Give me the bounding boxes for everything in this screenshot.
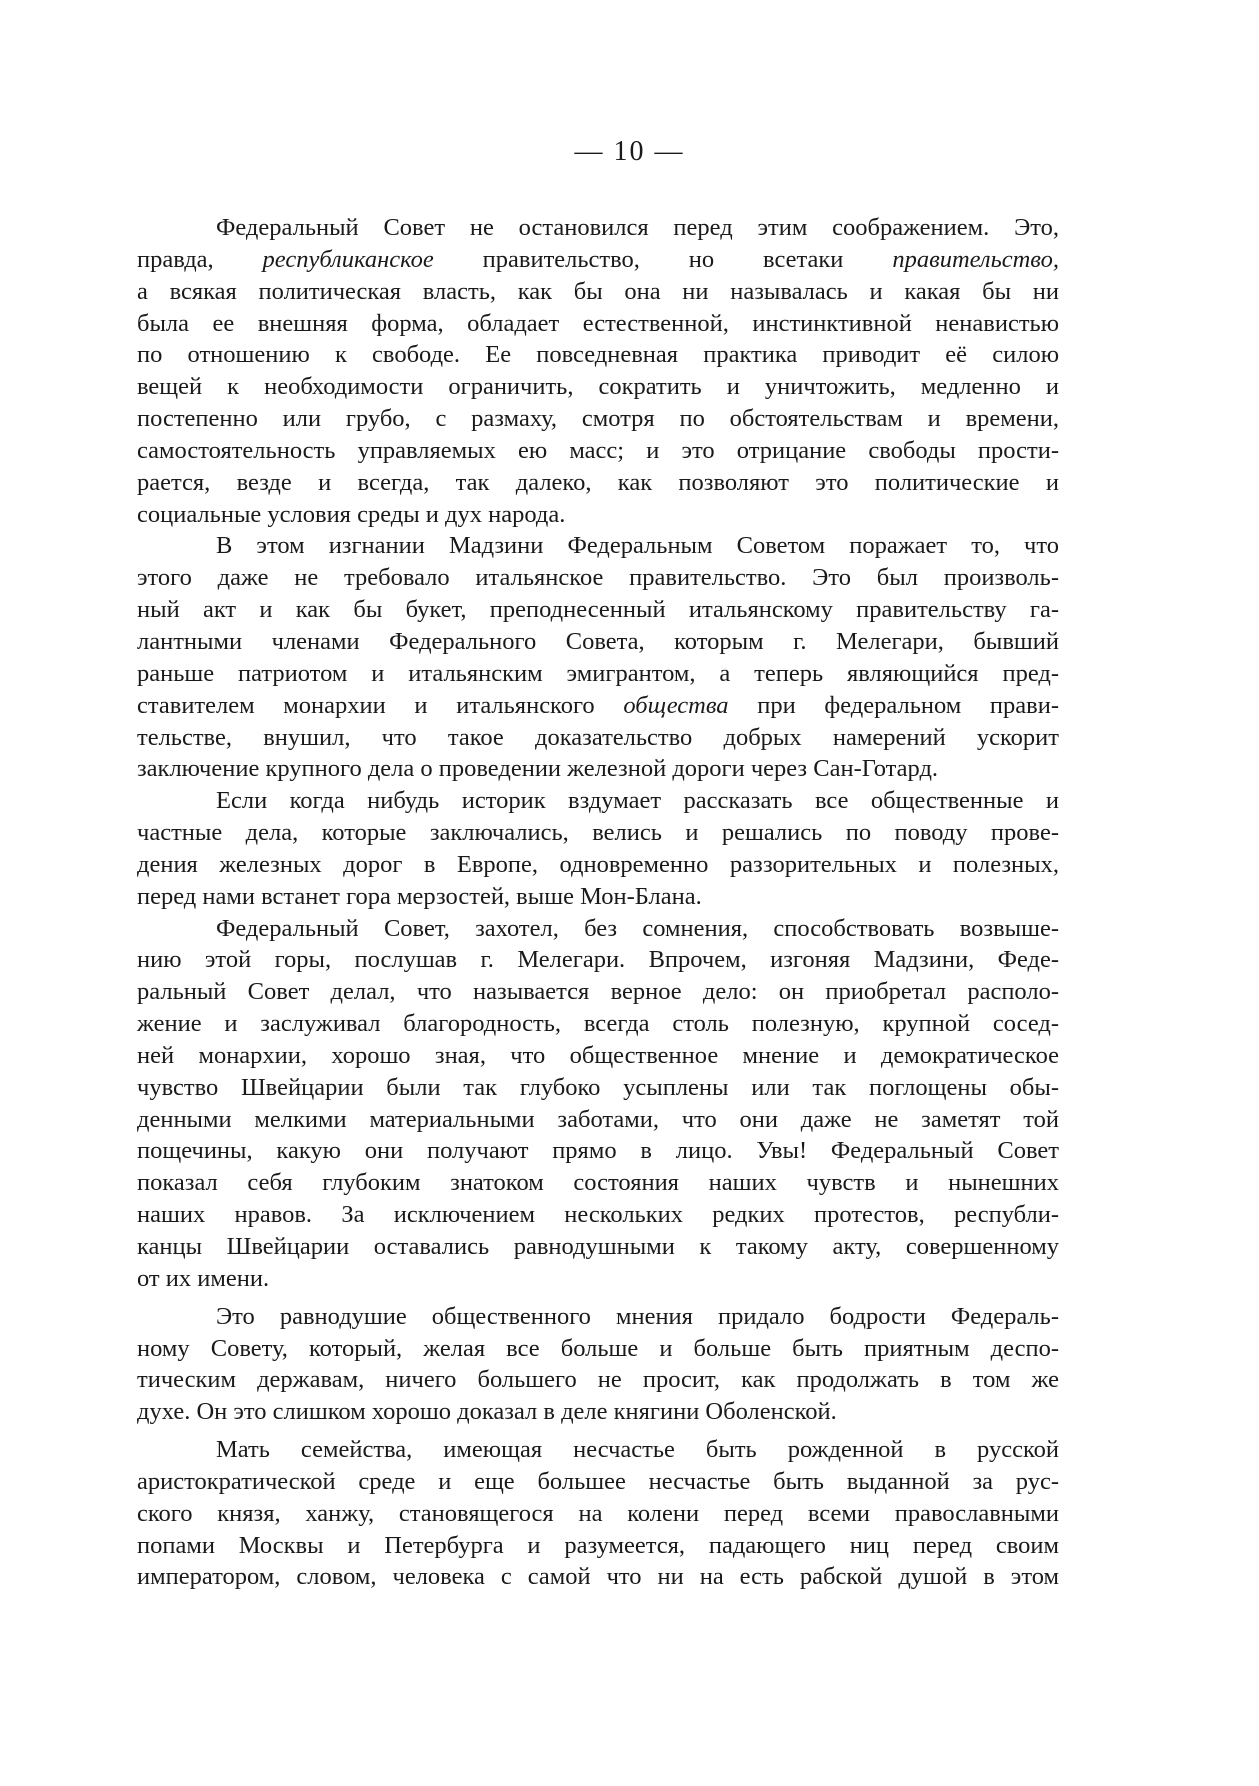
text-line: этого даже не требовало итальянское правительство. Это был произволь-	[137, 564, 1059, 592]
paragraph	[137, 913, 1059, 1295]
text-line: денными мелкими материальными заботами, что они даже не заметят той	[137, 1105, 1059, 1133]
text-line: попами Москвы и Петербурга и разумеется, падающего ниц перед своим	[137, 1531, 1059, 1559]
paragraph	[137, 1434, 1059, 1593]
text-line: В этом изгнании Мадзини Федеральным Советом поражает то, что	[216, 532, 1059, 560]
text-line: правда, республиканское правительство, но всетаки правительство,	[137, 245, 1059, 273]
text-line: нию этой горы, послушав г. Мелегари. Впрочем, изгоняя Мадзини, Феде-	[137, 946, 1059, 974]
text-line: заключение крупного дела о проведении железной дороги через Сан-Готард.	[137, 755, 939, 783]
text-line: императором, словом, человека с самой что ни на есть рабской душой в этом	[137, 1563, 1059, 1591]
text-line: рается, везде и всегда, так далеко, как позволяют это политические и	[137, 468, 1059, 496]
text-line: ному Совету, который, желая все больше и больше быть приятным деспо-	[137, 1334, 1059, 1362]
text-line: духе. Он это слишком хорошо доказал в деле княгини Оболенской.	[137, 1398, 837, 1426]
text-line: ставителем монархии и итальянского общества при федеральном прави-	[137, 691, 1060, 719]
text-line: аристократической среде и еще большее несчастье быть выданной за рус-	[137, 1467, 1059, 1495]
paragraph	[137, 530, 1059, 785]
paragraph	[137, 212, 1059, 530]
text-line: по отношению к свободе. Ее повседневная практика приводит её силою	[137, 341, 1059, 369]
text-line: Федеральный Совет, захотел, без сомнения, способствовать возвыше-	[216, 914, 1059, 942]
text-line: ского князя, ханжу, становящегося на колени перед всеми православными	[137, 1499, 1059, 1527]
text-line: самостоятельность управляемых ею масс; и это отрицание свободы прости-	[137, 436, 1059, 464]
text-line: ральный Совет делал, что называется верное дело: он приобретал располо-	[137, 978, 1059, 1006]
text-line: Это равнодушие общественного мнения придало бодрости Федераль-	[216, 1302, 1059, 1330]
paragraph	[137, 1301, 1059, 1428]
text-line: перед нами встанет гора мерзостей, выше Мон-Блана.	[137, 882, 702, 910]
text-line: была ее внешняя форма, обладает естественной, инстинктивной ненавистью	[137, 309, 1059, 337]
text-line: тическим державам, ничего большего не просит, как продолжать в том же	[137, 1366, 1059, 1394]
text-line: дения железных дорог в Европе, одновременно раззорительных и полезных,	[137, 850, 1059, 878]
text-line: канцы Швейцарии оставались равнодушными к такому акту, совершенному	[137, 1233, 1059, 1260]
text-line: постепенно или грубо, с размаху, смотря по обстоятельствам и времени,	[137, 405, 1059, 433]
paragraph	[137, 785, 1059, 912]
text-line: ный акт и как бы букет, преподнесенный итальянскому правительству га-	[137, 596, 1059, 624]
text-line: ней монархии, хорошо зная, что общественное мнение и демократическое	[137, 1041, 1059, 1069]
text-line: вещей к необходимости ограничить, сократить и уничтожить, медленно и	[137, 373, 1059, 401]
text-line: а всякая политическая власть, как бы она ни называлась и какая бы ни	[137, 277, 1059, 305]
text-line: Мать семейства, имеющая несчастье быть рожденной в русской	[216, 1436, 1059, 1464]
text-line: от их имени.	[137, 1264, 270, 1292]
text-line: лантными членами Федерального Совета, которым г. Мелегари, бывший	[137, 627, 1059, 655]
body-text	[137, 212, 1059, 1593]
text-line: тельстве, внушил, что такое доказательство добрых намерений ускорит	[137, 723, 1059, 751]
text-line: показал себя глубоким знатоком состояния наших чувств и нынешних	[137, 1169, 1059, 1197]
text-line: частные дела, которые заключались, велись и решались по поводу прове-	[137, 819, 1059, 847]
text-line: Если когда нибудь историк вздумает рассказать все общественные и	[216, 787, 1059, 815]
text-line: раньше патриотом и итальянским эмигрантом, а теперь являющийся пред-	[137, 659, 1059, 687]
text-line: жение и заслуживал благородность, всегда столь полезную, крупной сосед-	[137, 1010, 1059, 1038]
text-line: наших нравов. За исключением нескольких редких протестов, республи-	[137, 1201, 1059, 1229]
text-line: пощечины, какую они получают прямо в лицо. Увы! Федеральный Совет	[137, 1137, 1059, 1165]
text-line: социальные условия среды и дух народа.	[137, 500, 566, 528]
text-line: Федеральный Совет не остановился перед этим соображением. Это,	[216, 214, 1059, 241]
page-number: — 10 —	[574, 136, 685, 167]
text-line: чувство Швейцарии были так глубоко усыплены или так поглощены обы-	[137, 1073, 1059, 1101]
